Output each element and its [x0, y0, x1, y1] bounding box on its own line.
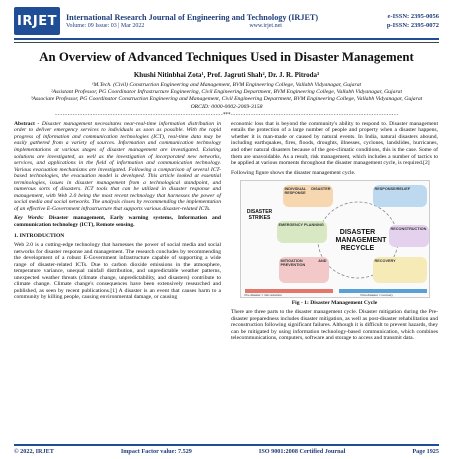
abstract-text: Disaster management necessitates near-real-time information distribution in order to deliver emergency services to individuals as soon as possible. With the rapid progress of information and communication technologies (ICT), real-time data may be easily gathered from a variety of sources. Information and communication technology implementations at various stages of disaster management are investigated. Existing solutions are investigated, as well as the investigation of incorporated new networks, services, and applications in the field of information and communication technology. Various evacuation mechanisms are investigated. Following a comparison of several ICT-based technologies, the evacuation model is developed. This article looked at essential terminologies, issues in disaster management from a technological standpoint, and numerous sorts of disasters. ICT tools that can be utilized in disaster response and management, with Web 2.0 being the most recent technology that harnesses the power of social media and social networks. The analysis closes by recommending the implementation of an effective E-Government infrastructure that supports various disaster-related ICTs. — [14, 120, 221, 212]
abstract-heading: Abstract - — [14, 120, 42, 127]
box-title: RECONSTRUCTION — [390, 227, 427, 232]
two-column-body — [14, 121, 439, 342]
intro-paragraph-right-2: Following figure shows the disaster management cycle. — [231, 169, 356, 176]
intro-paragraph-right-1: economic loss that is beyond the community's ability to respond to. Disaster management entails the protection of a large number of people and property when a disaster happens, whether it is man-made or caused by natural events. In India, natural disasters abound, including earthquakes, fires, floods, droughts, illnesses, cyclones, landslides, hurricanes, and other natural disasters because of the geo-climatic conditions, this is the case. Some of them are unavoidable. As a result, risk management, which includes a number of tactics to be applied at various moments throughout the disaster management cycle, is required.[2] — [231, 120, 438, 167]
affiliation-2: ²Assistant Professor, PG Coordinator Infrastructure Engineering, Civil Engineering Department, BVM Engineering College, Vallabh Vidyanagar, Gujarat — [50, 89, 403, 96]
intro-paragraph-right-3: There are three parts to the disaster management cycle. Disaster mitigation during the Pre-disaster preparedness includes disaster mitigation, as well as post-disaster rehabilitation and reconstruction following significant failures. Although it is difficult to prevent hazards, they can be mitigated by using information technology-based communication, which combines telecommunications, computers, software and storage to access and transmit data. — [231, 309, 438, 342]
box-title: RECOVERY — [374, 259, 396, 264]
cycle-box-reconstruction — [389, 225, 429, 247]
journal-logo: IRJET — [14, 7, 60, 35]
disaster-strikes-label: DISASTER STRIKES — [246, 209, 273, 222]
journal-name: International Research Journal of Engineering and Technology (IRJET) — [66, 13, 319, 22]
header-rule — [14, 38, 439, 40]
footer-rule — [14, 444, 439, 446]
cycle-box-recovery — [373, 257, 427, 283]
copyright: © 2022, IRJET — [14, 448, 54, 455]
figure-caption: Fig - 1: Disaster Management Cycle — [291, 300, 378, 307]
orcid: ORCID: 0000-0002-2069-3158 — [190, 103, 263, 110]
header-rule-thin — [14, 42, 439, 43]
e-issn: e-ISSN: 2395-0056 — [387, 13, 439, 20]
p-issn: p-ISSN: 2395-0072 — [386, 22, 439, 29]
journal-header — [14, 6, 439, 36]
section-divider: -------------------------------------------------------------------***------------------------------------------------------------------- — [54, 111, 399, 118]
impact-factor: Impact Factor value: 7.529 — [120, 448, 192, 455]
affiliation-3: ³Associate Professor, PG Coordinator Construction Engineering and Management, Civil Engineering Department, BVM Engineering College, Vallabh Vidyanagar, Gujarat — [30, 96, 423, 103]
keywords-text: Disaster management, Early warning systems, Information and communication technology (ICT), Remote sensing. — [14, 215, 221, 229]
paper-title: An Overview of Advanced Techniques Used in Disaster Management — [39, 50, 414, 64]
cycle-box-response-relief — [373, 185, 427, 207]
post-disaster-label: Post-disaster = recovery — [360, 293, 393, 298]
box-title: EMERGENCY PLANNING — [278, 223, 324, 228]
page-number: Page 1925 — [412, 448, 439, 455]
header-middle — [60, 13, 387, 29]
issn-block — [387, 12, 439, 30]
cycle-box-mitigation — [279, 257, 329, 283]
box-title: MITIGATION AND PREVENTION — [280, 259, 327, 268]
abstract — [14, 121, 221, 213]
right-column — [231, 121, 438, 342]
box-title: INDIVIDUAL DISASTER RESPONSE — [284, 187, 331, 196]
keywords — [14, 215, 221, 228]
footer-row — [14, 448, 439, 455]
affiliations — [14, 82, 439, 111]
keywords-heading: Key Words: — [14, 215, 44, 222]
cycle-box-emergency-planning — [277, 221, 327, 243]
left-column — [14, 121, 221, 342]
cycle-center-label: DISASTER MANAGEMENT RECYCLE — [335, 229, 387, 253]
paper-page — [0, 6, 453, 459]
box-title: RESPONSE/RELIEF — [374, 187, 411, 192]
section-heading-introduction: 1. INTRODUCTION — [14, 232, 65, 239]
volume-row — [66, 23, 387, 29]
cycle-box-individual-response — [283, 185, 333, 207]
website-link[interactable]: www.irjet.net — [249, 23, 282, 29]
page-footer — [14, 442, 439, 455]
paper-authors: Khushi Nitinbhai Zota¹, Prof. Jagruti Shah², Dr. J. R. Pitroda³ — [133, 71, 320, 79]
disaster-cycle-figure — [240, 180, 430, 298]
affiliation-1: ¹M.Tech. (Civil) Construction Engineering and Management, BVM Engineering College, Vallabh Vidyanagar, Gujarat — [91, 82, 362, 88]
iso-certification: ISO 9001:2008 Certified Journal — [258, 448, 346, 455]
volume-issue: Volume: 09 Issue: 03 | Mar 2022 — [66, 23, 145, 29]
intro-paragraph-left: Web 2.0 is a cutting-edge technology that harnesses the power of social media and social networks for disaster response and management. The research concludes by recommending the development of a robust E-Government infrastructure capable of supporting a wide range of disaster-related ICTs. Due to carbon dioxide emissions in the atmosphere, temperature variance, unequal rainfall distribution, and unpredictable weather patterns, unexpected weather threats (climate change, unpredictability, and disasters) contribute to climate change. Climate change's consequences have been extensively researched and published, as seen by recent publications.[1] A disaster is an event that causes harm to a community by killing people, causing environmental damage, or causing — [14, 242, 221, 301]
pre-disaster-label: Pre-disaster = risk reduction — [244, 293, 282, 298]
